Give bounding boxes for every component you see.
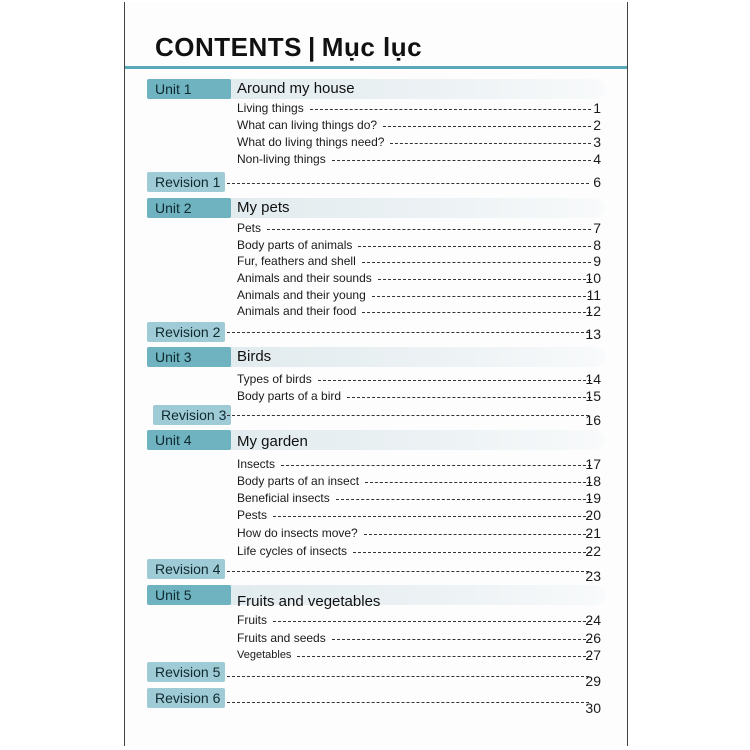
contents-page xyxy=(124,2,628,746)
dash-leader xyxy=(310,109,591,110)
toc-item-label: Non-living things xyxy=(237,152,326,166)
toc-item[interactable] xyxy=(237,117,601,133)
toc-item[interactable] xyxy=(237,612,601,628)
dash-leader xyxy=(372,296,591,297)
toc-item-label: Animals and their food xyxy=(237,304,357,318)
revision-2-page: 13 xyxy=(585,326,601,342)
revision-6-tag[interactable]: Revision 6 xyxy=(147,688,225,708)
unit-5-tag[interactable]: Unit 5 xyxy=(147,585,231,605)
toc-item-page: 3 xyxy=(593,134,601,150)
toc-item-page: 17 xyxy=(585,456,601,472)
toc-item-label: How do insects move? xyxy=(237,526,358,540)
toc-item[interactable] xyxy=(237,151,601,167)
toc-item-page: 11 xyxy=(586,287,601,303)
toc-item-label: Animals and their sounds xyxy=(237,271,372,285)
toc-item-label: Fur, feathers and shell xyxy=(237,254,356,268)
toc-item-page: 22 xyxy=(585,543,601,559)
toc-item-page: 24 xyxy=(585,612,601,628)
dash-leader xyxy=(358,246,591,247)
dash-leader xyxy=(281,465,591,466)
dash-leader xyxy=(273,516,591,517)
revision-3-tag[interactable]: Revision 3 xyxy=(153,405,231,425)
revision-6-page: 30 xyxy=(585,700,601,716)
dash-leader xyxy=(227,702,589,703)
unit-2-title[interactable]: My pets xyxy=(237,199,290,216)
dash-leader xyxy=(332,639,591,640)
toc-item-label: Fruits xyxy=(237,613,267,627)
revision-5-tag[interactable]: Revision 5 xyxy=(147,662,225,682)
dash-leader xyxy=(390,143,591,144)
unit-1-tag[interactable]: Unit 1 xyxy=(147,79,231,99)
revision-1-page: 6 xyxy=(593,174,601,190)
unit-1-title[interactable]: Around my house xyxy=(237,80,355,97)
dash-leader xyxy=(347,397,591,398)
toc-item[interactable] xyxy=(237,630,601,646)
revision-2-tag[interactable]: Revision 2 xyxy=(147,322,225,342)
toc-item-page: 27 xyxy=(585,647,601,663)
dash-leader xyxy=(364,534,591,535)
dash-leader xyxy=(227,183,589,184)
dash-leader xyxy=(362,312,591,313)
toc-item[interactable] xyxy=(237,270,601,286)
dash-leader xyxy=(353,552,591,553)
toc-item-page: 4 xyxy=(593,151,601,167)
revision-4-page: 23 xyxy=(585,568,601,584)
toc-item[interactable] xyxy=(237,134,601,150)
toc-item-page: 14 xyxy=(585,371,601,387)
page-title xyxy=(155,32,422,63)
toc-item-page: 20 xyxy=(585,507,601,523)
unit-4-tag[interactable]: Unit 4 xyxy=(147,430,231,450)
dash-leader xyxy=(365,482,591,483)
toc-item[interactable] xyxy=(237,303,601,319)
dash-leader xyxy=(227,676,589,677)
revision-1-tag[interactable]: Revision 1 xyxy=(147,172,225,192)
dash-leader xyxy=(318,380,591,381)
toc-item-label: Beneficial insects xyxy=(237,491,330,505)
toc-item-label: Body parts of animals xyxy=(237,238,353,252)
toc-item-page: 9 xyxy=(593,253,601,269)
toc-item-label: Animals and their young xyxy=(237,288,366,302)
dash-leader xyxy=(227,332,589,333)
title-separator: | xyxy=(308,32,316,62)
unit-4-title[interactable]: My garden xyxy=(237,433,308,450)
toc-item-page: 7 xyxy=(593,220,601,236)
toc-item-label: Vegetables xyxy=(237,649,292,661)
toc-item-label: Life cycles of insects xyxy=(237,544,348,558)
revision-5-page: 29 xyxy=(585,673,601,689)
toc-item[interactable] xyxy=(237,253,601,269)
toc-item-label: Fruits and seeds xyxy=(237,631,326,645)
unit-3-title[interactable]: Birds xyxy=(237,348,272,365)
toc-item[interactable] xyxy=(237,388,601,404)
toc-item-label: Body parts of a bird xyxy=(237,389,342,403)
dash-leader xyxy=(297,656,591,657)
unit-3-tag[interactable]: Unit 3 xyxy=(147,347,231,367)
toc-item-page: 12 xyxy=(585,303,601,319)
unit-2-tag[interactable]: Unit 2 xyxy=(147,198,231,218)
revision-3-page: 16 xyxy=(585,412,601,428)
dash-leader xyxy=(336,499,591,500)
toc-item[interactable] xyxy=(237,237,601,253)
toc-item[interactable] xyxy=(237,490,601,506)
toc-item-page: 15 xyxy=(585,388,601,404)
toc-item[interactable] xyxy=(237,100,601,116)
toc-item-page: 1 xyxy=(593,100,601,116)
toc-item-page: 2 xyxy=(593,117,601,133)
toc-item-page: 19 xyxy=(585,490,601,506)
toc-item[interactable] xyxy=(237,507,601,523)
title-rule xyxy=(125,66,627,69)
unit-5-title[interactable]: Fruits and vegetables xyxy=(237,593,381,610)
title-sub: Mục lục xyxy=(321,32,423,62)
toc-item[interactable] xyxy=(237,371,601,387)
dash-leader xyxy=(383,126,591,127)
toc-item[interactable] xyxy=(237,220,601,236)
toc-item[interactable] xyxy=(237,287,601,303)
toc-item-label: What do living things need? xyxy=(237,135,385,149)
dash-leader xyxy=(267,229,591,230)
dash-leader xyxy=(273,621,591,622)
toc-item[interactable] xyxy=(237,543,601,559)
dash-leader xyxy=(227,415,589,416)
title-main: CONTENTS xyxy=(155,32,302,62)
dash-leader xyxy=(362,262,591,263)
toc-item-label: Body parts of an insect xyxy=(237,474,360,488)
toc-item-page: 8 xyxy=(593,237,601,253)
toc-item-page: 21 xyxy=(585,525,601,541)
toc-item[interactable] xyxy=(237,525,601,541)
toc-item-label: Types of birds xyxy=(237,372,312,386)
toc-item[interactable] xyxy=(237,456,601,472)
dash-leader xyxy=(227,571,589,572)
toc-item-label: Pets xyxy=(237,221,262,235)
revision-4-tag[interactable]: Revision 4 xyxy=(147,559,225,579)
toc-item-label: Insects xyxy=(237,457,276,471)
toc-item-page: 26 xyxy=(585,630,601,646)
toc-item[interactable] xyxy=(237,647,601,663)
toc-item-label: Pests xyxy=(237,508,268,522)
dash-leader xyxy=(378,279,591,280)
toc-item-label: What can living things do? xyxy=(237,118,378,132)
toc-item-page: 18 xyxy=(585,473,601,489)
dash-leader xyxy=(332,160,591,161)
toc-item-label: Living things xyxy=(237,101,304,115)
toc-item-page: 10 xyxy=(585,270,601,286)
toc-item[interactable] xyxy=(237,473,601,489)
